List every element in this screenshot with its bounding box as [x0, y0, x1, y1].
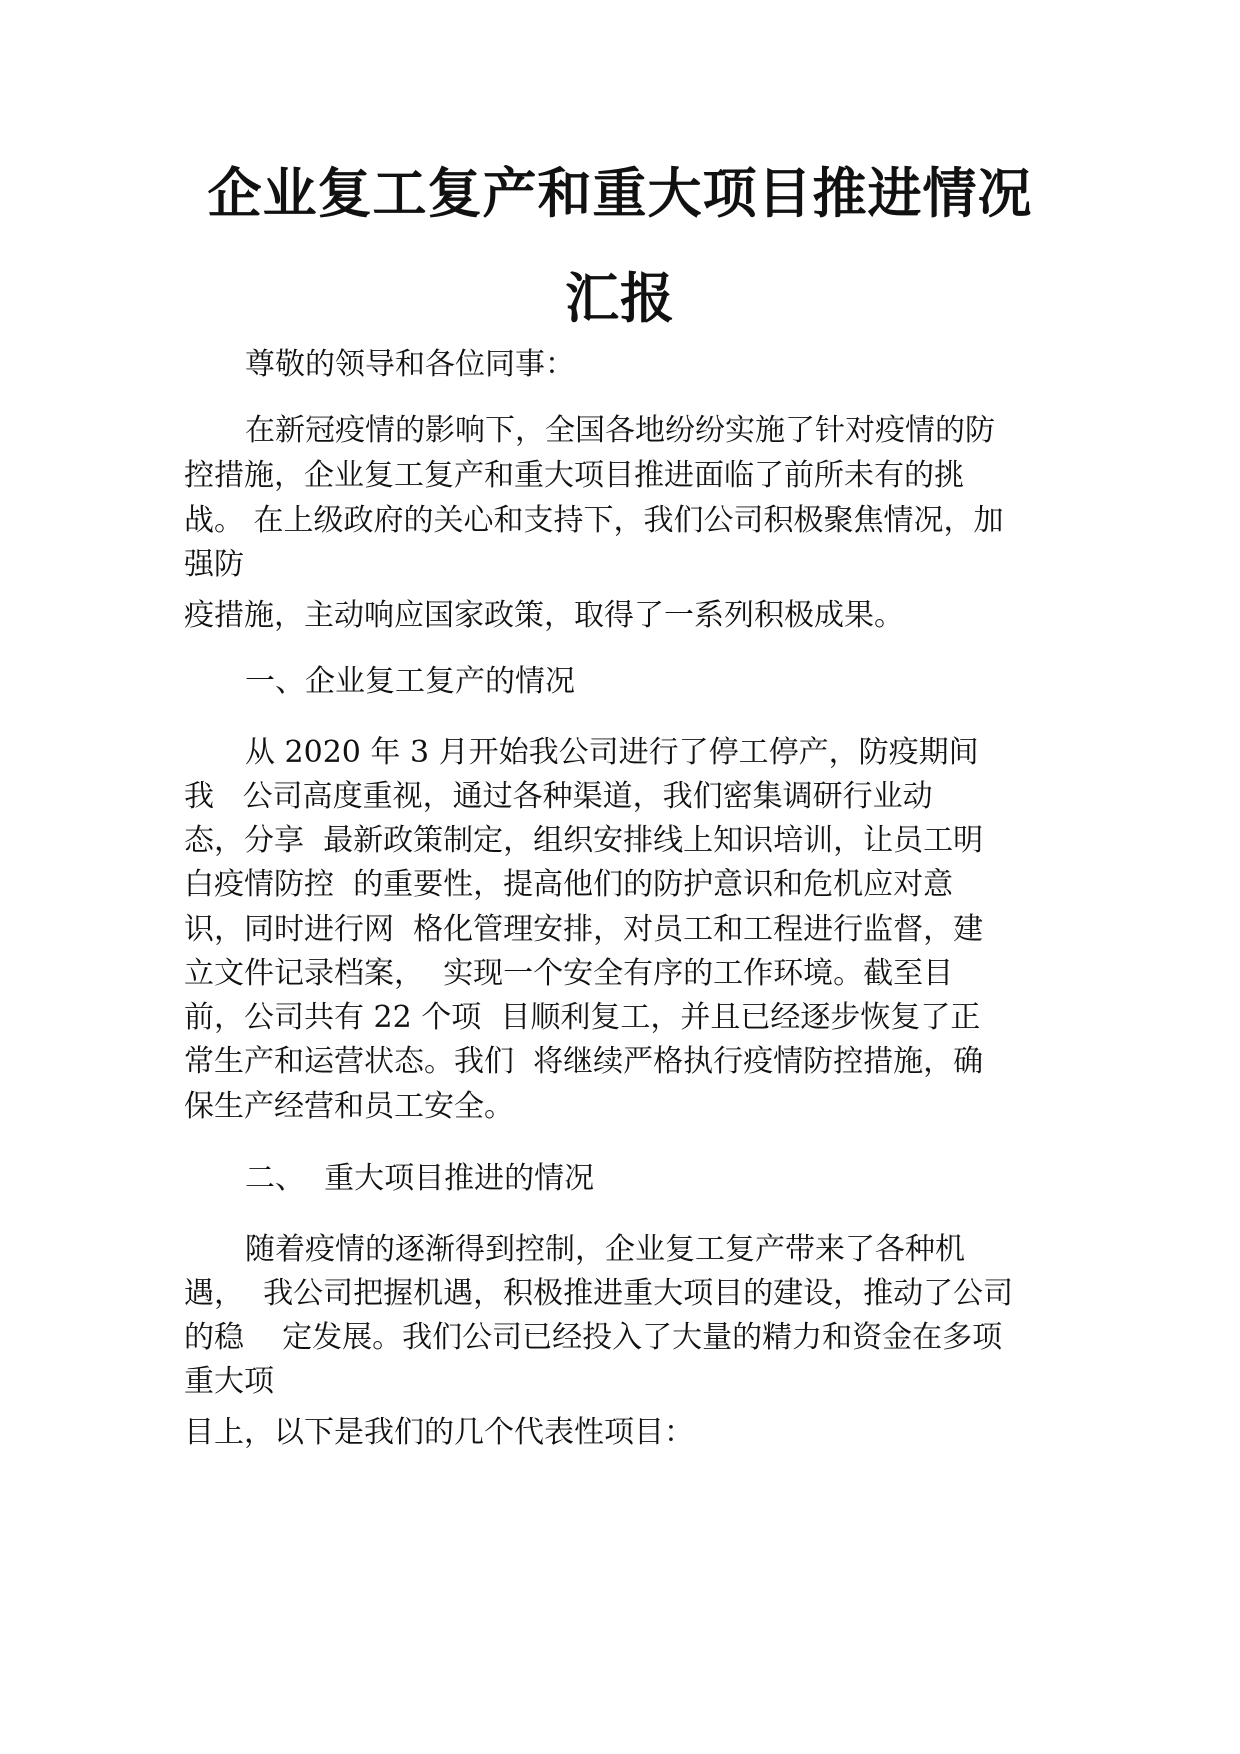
paragraph-line: 态，分享 最新政策制定，组织安排线上知识培训，让员工明 — [184, 823, 984, 858]
paragraph-line: 识，同时进行网 格化管理安排，对员工和工程进行监督，建 — [184, 912, 984, 947]
paragraph-line: 强防 — [184, 547, 244, 582]
paragraph-line: 在新冠疫情的影响下，全国各地纷纷实施了针对疫情的防 — [245, 413, 995, 448]
paragraph-line: 疫措施，主动响应国家政策，取得了一系列积极成果。 — [184, 598, 904, 633]
paragraph-line: 我 公司高度重视，通过各种渠道，我们密集调研行业动 — [184, 779, 933, 814]
paragraph-line: 立文件记录档案， 实现一个安全有序的工作环境。截至目 — [184, 956, 954, 991]
section-heading-2: 二、 重大项目推进的情况 — [245, 1161, 595, 1196]
paragraph-line: 随着疫情的逐渐得到控制，企业复工复产带来了各种机 — [245, 1232, 965, 1267]
paragraph-line: 常生产和运营状态。我们 将继续严格执行疫情防控措施，确 — [184, 1044, 984, 1079]
paragraph-line: 战。 在上级政府的关心和支持下，我们公司积极聚焦情况，加 — [184, 503, 1004, 538]
paragraph-line: 从 2020 年 3 月开始我公司进行了停工停产，防疫期间 — [245, 735, 979, 770]
section-heading-1: 一、企业复工复产的情况 — [245, 664, 575, 699]
paragraph-line: 重大项 — [184, 1364, 274, 1399]
paragraph-line: 白疫情防控 的重要性，提高他们的防护意识和危机应对意 — [184, 867, 954, 902]
paragraph-line: 遇， 我公司把握机遇，积极推进重大项目的建设，推动了公司 — [184, 1276, 1014, 1311]
salutation: 尊敬的领导和各位同事： — [245, 347, 575, 382]
paragraph-line: 控措施，企业复工复产和重大项目推进面临了前所未有的挑 — [184, 458, 964, 493]
paragraph-line: 保生产经营和员工安全。 — [184, 1089, 514, 1124]
document-title-line-2: 汇报 — [565, 267, 675, 330]
paragraph-line: 目上，以下是我们的几个代表性项目： — [184, 1415, 694, 1450]
paragraph-line: 的稳 定发展。我们公司已经投入了大量的精力和资金在多项 — [184, 1320, 1003, 1355]
document-title-line-1: 企业复工复产和重大项目推进情况 — [207, 162, 1033, 225]
paragraph-line: 前，公司共有 22 个项 目顺利复工，并且已经逐步恢复了正 — [184, 1000, 981, 1035]
